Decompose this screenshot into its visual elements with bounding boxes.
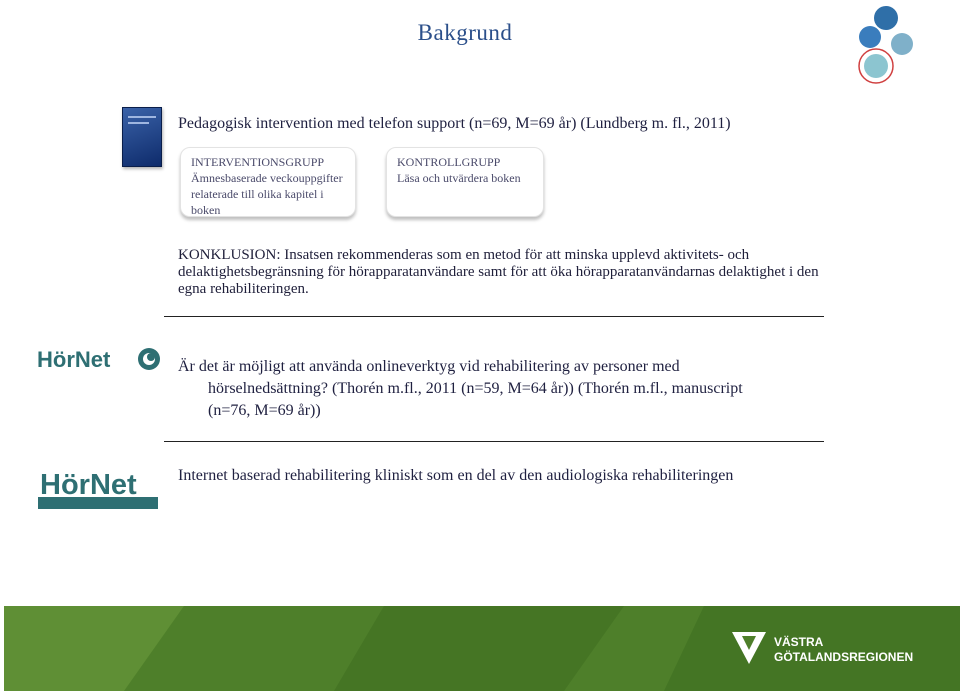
hornet-logo-small-text: HörNet	[37, 347, 111, 372]
hornet-logo-large-text: HörNet	[40, 469, 137, 501]
control-group-text: Läsa och utvärdera boken	[397, 171, 521, 185]
footer-banner	[4, 606, 960, 691]
intervention-group-heading: INTERVENTIONSGRUPP	[191, 155, 325, 169]
intervention-group-text: Ämnesbaserade veckouppgifter relaterade till olika kapitel i boken	[191, 171, 343, 217]
question-line-1: Är det är möjligt att använda onlineverktyg vid rehabilitering av personer med	[178, 358, 680, 375]
slide-title: Bakgrund	[417, 20, 513, 45]
gears-icon	[846, 4, 926, 86]
region-line-1: VÄSTRA	[774, 635, 824, 649]
divider-1	[164, 316, 824, 317]
hornet-logo-small	[37, 345, 163, 375]
region-line-2: GÖTALANDSREGIONEN	[774, 650, 914, 664]
question-line-2: hörselnedsättning? (Thorén m.fl., 2011 (n=59, M=64 år)) (Thorén m.fl., manuscript	[208, 380, 743, 397]
control-group-box	[386, 147, 544, 217]
divider-2	[164, 441, 824, 442]
hornet-logo-large	[38, 467, 158, 509]
question-line-3: (n=76, M=69 år))	[208, 402, 321, 419]
control-group-heading: KONTROLLGRUPP	[397, 155, 501, 169]
intro-text: Pedagogisk intervention med telefon support (n=69, M=69 år) (Lundberg m. fl., 2011)	[178, 115, 731, 132]
final-statement: Internet baserad rehabilitering kliniskt som en del av den audiologiska rehabiliteringen	[178, 467, 734, 484]
conclusion-text: KONKLUSION: Insatsen rekommenderas som en metod för att minska upplevd aktivitets- och delaktighetsbegränsning för hörapparatanvändare samt för att öka hörapparatanvändarnas delaktighet i den egna rehabiliteringen.	[178, 247, 819, 297]
book-cover-image	[122, 107, 162, 167]
question-text	[178, 356, 818, 422]
intervention-group-box	[180, 147, 356, 217]
